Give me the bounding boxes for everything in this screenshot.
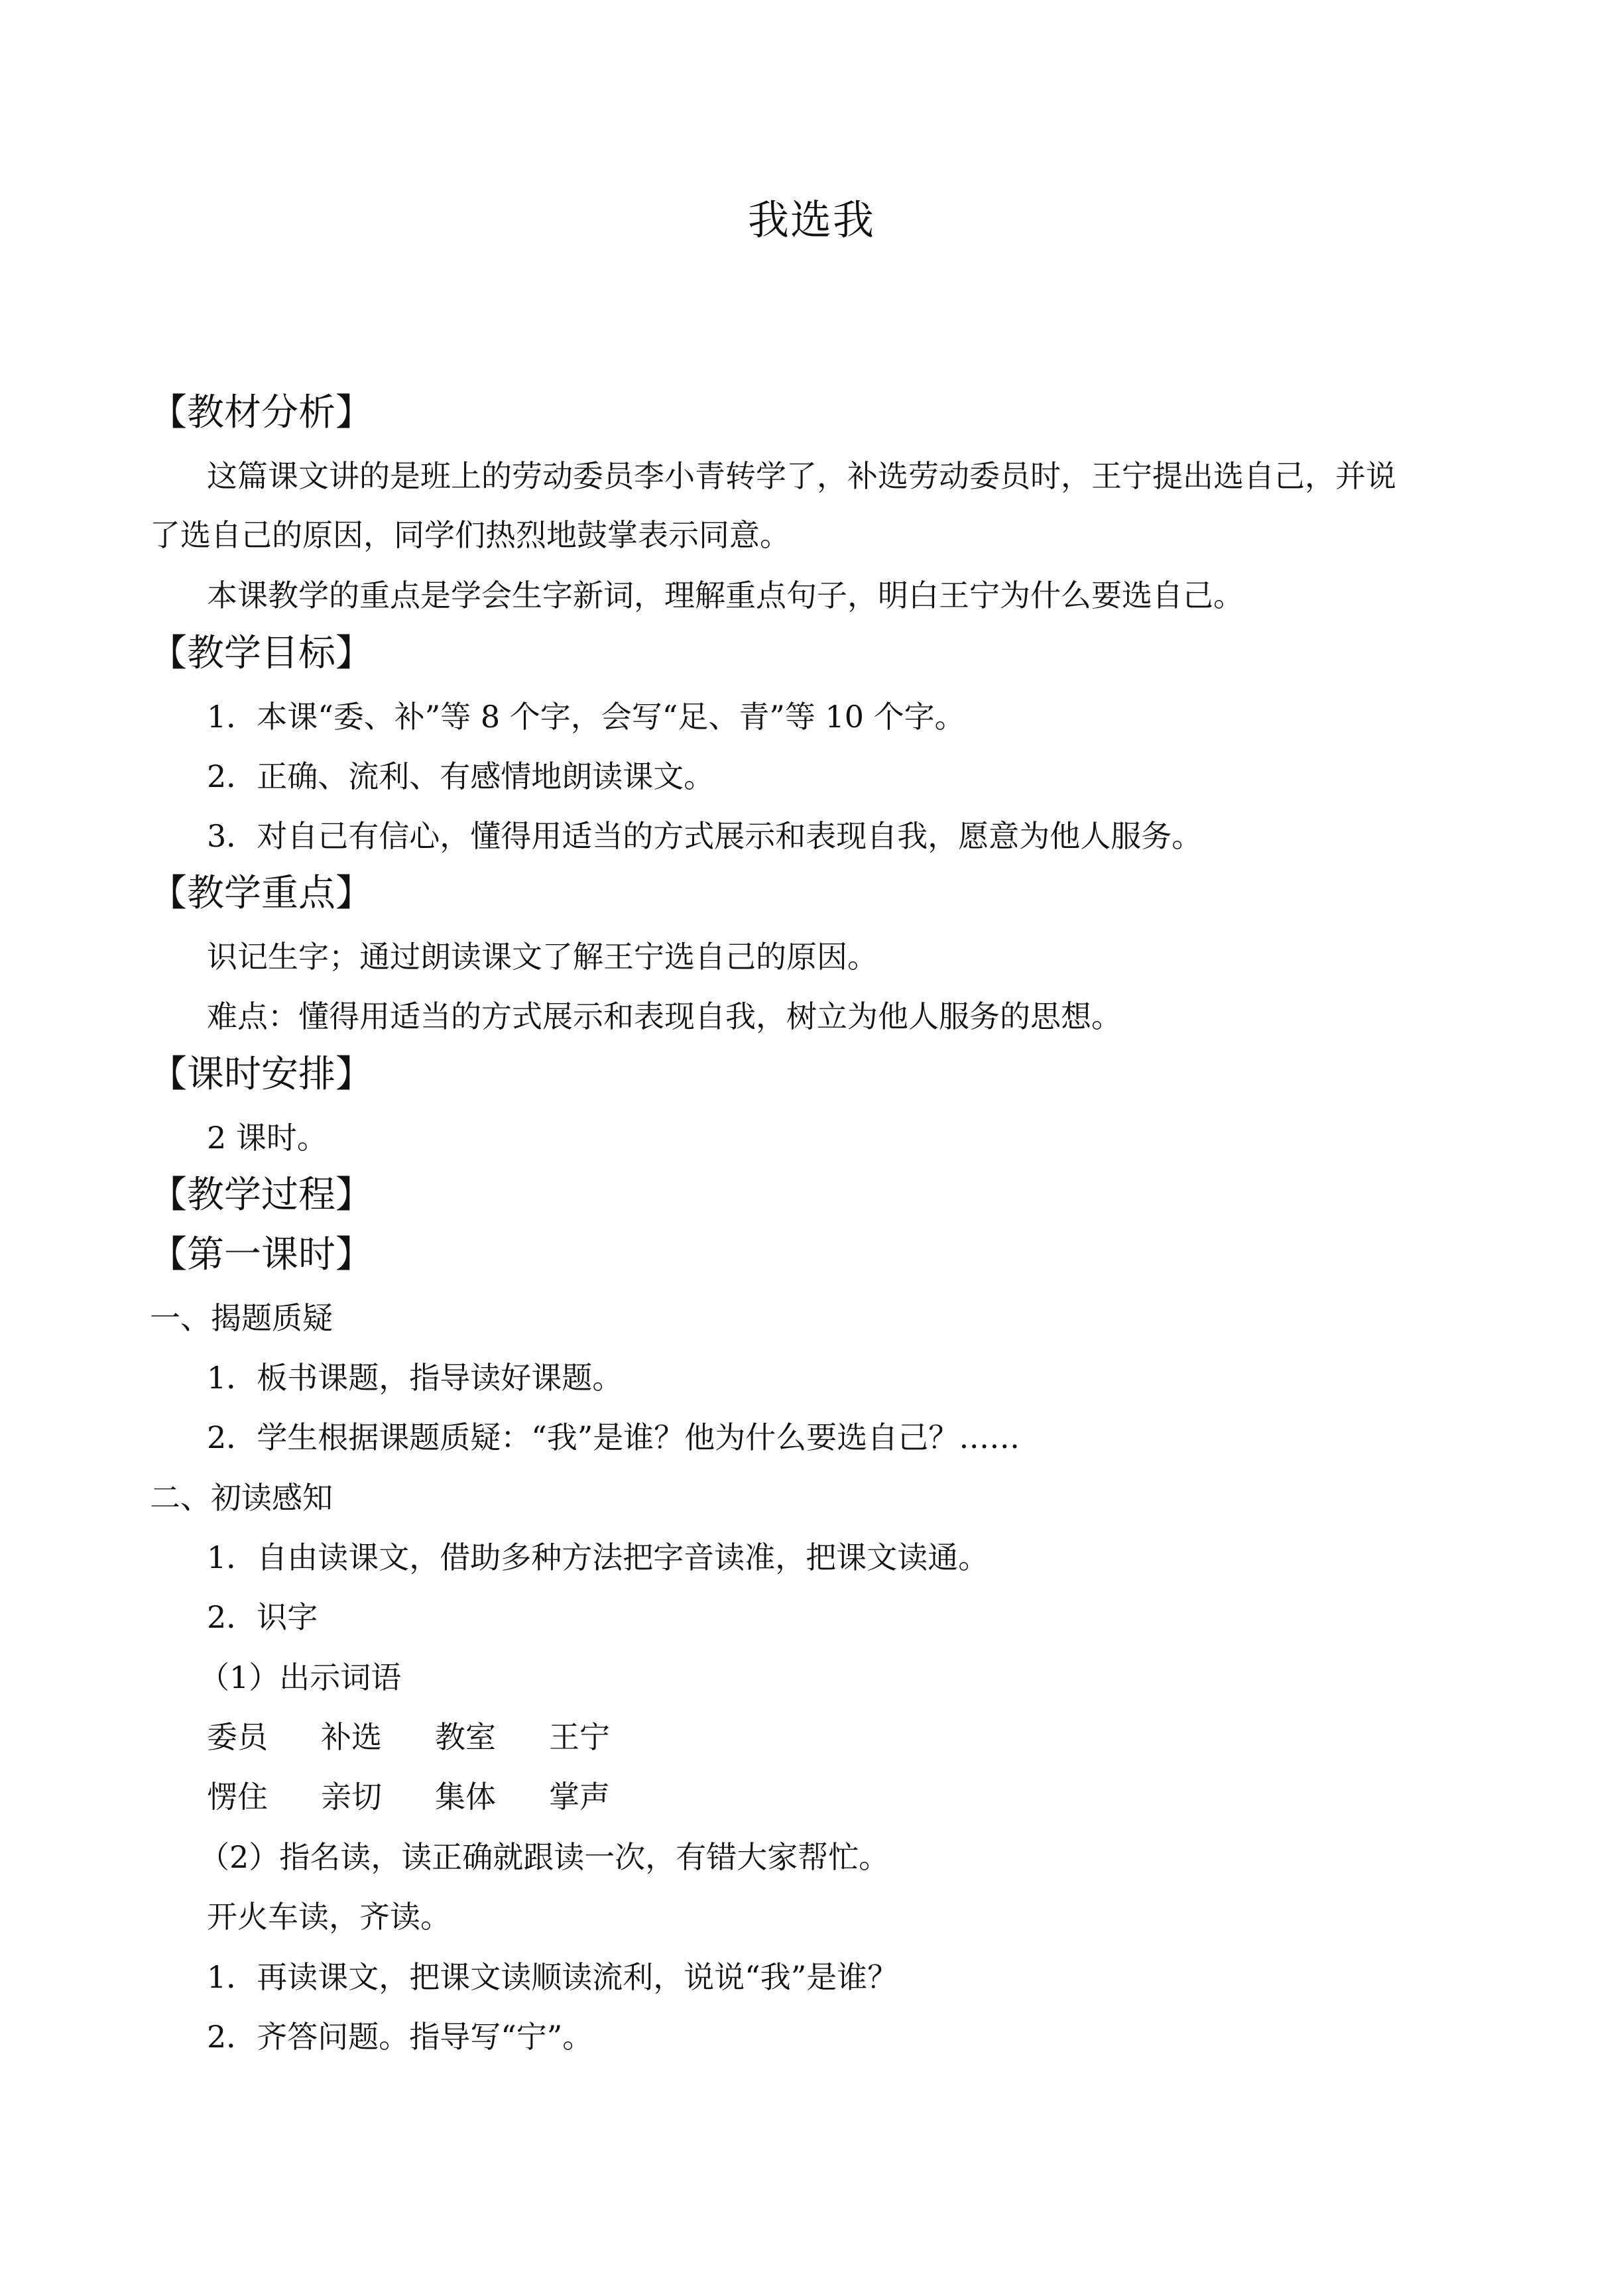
part-1-title: 一、揭题质疑 — [150, 1300, 333, 1336]
word-item: 委员 — [207, 1719, 268, 1755]
part-2-item-4: 2．齐答问题。指导写“宁”。 — [207, 2019, 593, 2055]
analysis-paragraph-2: 本课教学的重点是学会生字新词，理解重点句子，明白王宁为什么要选自己。 — [207, 577, 1244, 613]
heading-analysis: 【教材分析】 — [150, 391, 373, 434]
part-2-item-2: 2．识字 — [207, 1599, 318, 1635]
analysis-paragraph-1: 这篇课文讲的是班上的劳动委员李小青转学了，补选劳动委员时，王宁提出选自己，并说 — [207, 458, 1396, 494]
word-item: 亲切 — [321, 1779, 382, 1815]
part-2-item-3: 1．再读课文，把课文读顺读流利，说说“我”是谁？ — [207, 1959, 898, 1995]
word-item: 愣住 — [207, 1779, 268, 1815]
word-list-row-1 — [207, 1717, 663, 1757]
document-title: 我选我 — [747, 196, 875, 244]
word-item: 集体 — [435, 1779, 496, 1815]
schedule-text: 2 课时。 — [207, 1120, 328, 1156]
key-point-1: 识记生字；通过朗读课文了解王宁选自己的原因。 — [207, 939, 878, 975]
part-2-sub-2-continued: 开火车读，齐读。 — [207, 1899, 451, 1935]
heading-schedule: 【课时安排】 — [150, 1053, 373, 1096]
word-item: 掌声 — [549, 1779, 610, 1815]
analysis-paragraph-1-continued: 了选自己的原因，同学们热烈地鼓掌表示同意。 — [150, 517, 790, 553]
part-2-item-1: 1．自由读课文，借助多种方法把字音读准，把课文读通。 — [207, 1540, 989, 1575]
word-item: 补选 — [321, 1719, 382, 1755]
part-2-title: 二、初读感知 — [150, 1480, 333, 1516]
goal-item-1: 1．本课“委、补”等 8 个字，会写“足、青”等 10 个字。 — [207, 699, 965, 735]
part-1-item-2: 2．学生根据课题质疑：“我”是谁？他为什么要选自己？…… — [207, 1420, 1020, 1455]
word-item: 王宁 — [549, 1719, 610, 1755]
goal-item-3: 3．对自己有信心，懂得用适当的方式展示和表现自我，愿意为他人服务。 — [207, 818, 1203, 854]
goal-item-2: 2．正确、流利、有感情地朗读课文。 — [207, 758, 715, 794]
heading-lesson-1: 【第一课时】 — [150, 1233, 373, 1276]
part-2-sub-1: （1）出示词语 — [199, 1660, 402, 1695]
heading-goals: 【教学目标】 — [150, 632, 373, 675]
heading-process: 【教学过程】 — [150, 1174, 373, 1217]
heading-key-points: 【教学重点】 — [150, 872, 373, 915]
part-1-item-1: 1．板书课题，指导读好课题。 — [207, 1360, 623, 1396]
word-list-row-2 — [207, 1777, 663, 1817]
word-item: 教室 — [435, 1719, 496, 1755]
key-point-2: 难点：懂得用适当的方式展示和表现自我，树立为他人服务的思想。 — [207, 998, 1122, 1034]
part-2-sub-2: （2）指名读，读正确就跟读一次，有错大家帮忙。 — [199, 1839, 890, 1875]
